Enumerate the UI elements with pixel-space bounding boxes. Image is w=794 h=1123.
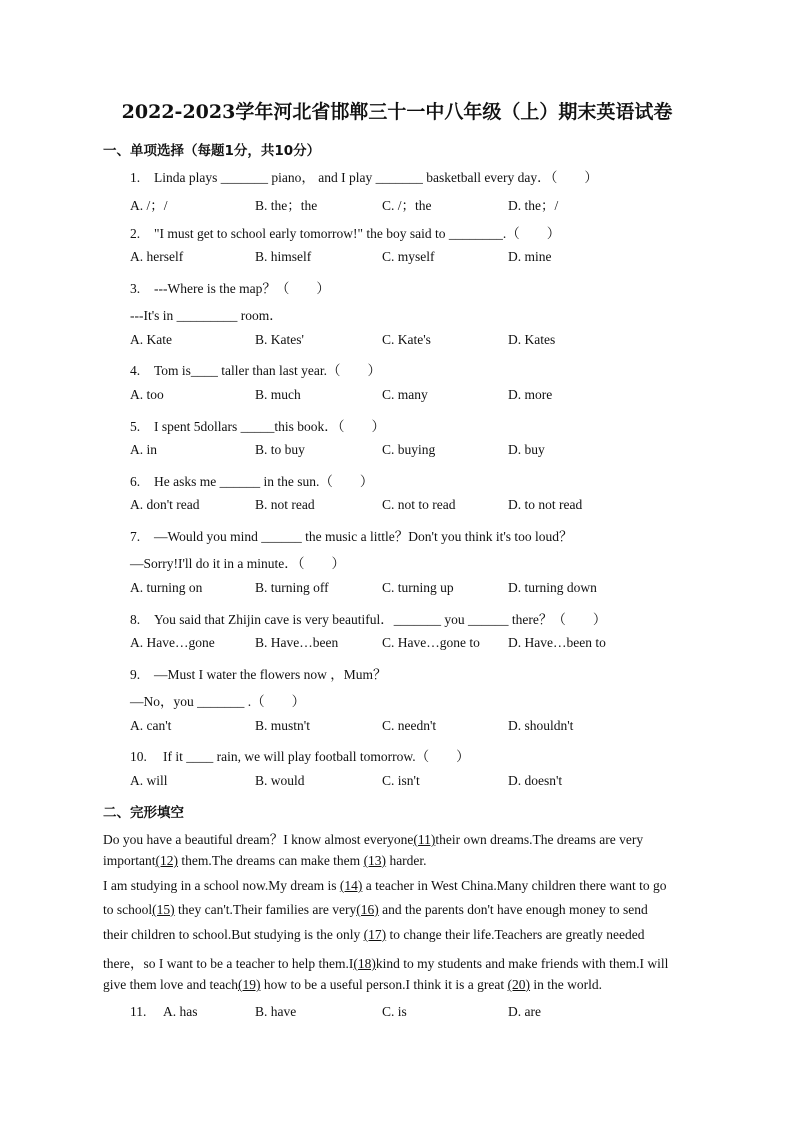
blank-marker[interactable]: (19)	[237, 977, 261, 992]
option-c[interactable]: C. Have…gone to	[382, 635, 480, 650]
section-heading-single-choice: 一、单项选择（每题1分，共10分）	[103, 143, 321, 159]
option-b[interactable]: B. himself	[255, 249, 312, 264]
question-number: 2.	[130, 226, 141, 241]
question-text: You said that Zhijin cave is very beautiful．_______ you ______ there？（ ）	[154, 612, 607, 627]
passage-text: them.The dreams can make them	[178, 853, 364, 868]
option-a[interactable]: A. herself	[130, 249, 184, 264]
passage-text: Do you have a beautiful dream？I know almost everyone	[103, 832, 414, 847]
question-number: 9.	[130, 667, 141, 682]
question-stem	[130, 470, 373, 490]
option-d[interactable]: D. Kates	[508, 332, 556, 347]
options-row	[130, 387, 690, 405]
option-d[interactable]: D. are	[508, 1004, 541, 1019]
passage-text: in the world.	[530, 977, 603, 992]
option-d[interactable]: D. turning down	[508, 580, 597, 595]
question-stem	[130, 222, 560, 242]
passage-line	[103, 828, 693, 848]
question-stem	[130, 277, 330, 297]
question-text: Tom is____ taller than last year.（ ）	[154, 363, 382, 378]
option-d[interactable]: D. shouldn't	[508, 718, 574, 733]
question-text: If it ____ rain, we will play football tomorrow.（ ）	[163, 749, 470, 764]
blank-marker[interactable]: (15)	[152, 902, 175, 917]
option-c[interactable]: C. needn't	[382, 718, 437, 733]
option-b[interactable]: B. the；the	[255, 198, 318, 213]
options-row	[130, 249, 690, 267]
option-a[interactable]: A. will	[130, 773, 168, 788]
option-b[interactable]: B. turning off	[255, 580, 329, 595]
option-b[interactable]: B. Kates'	[255, 332, 304, 347]
options-row	[130, 773, 690, 791]
question-stem	[130, 415, 385, 435]
blank-marker[interactable]: (13)	[363, 853, 387, 868]
question-stem	[130, 166, 598, 186]
option-a[interactable]: A. /；/	[130, 198, 168, 213]
option-c[interactable]: C. not to read	[382, 497, 456, 512]
option-c[interactable]: C. isn't	[382, 773, 420, 788]
blank-marker[interactable]: (20)	[507, 977, 531, 992]
passage-text: their children to school.But studying is the only	[103, 927, 364, 942]
question-text: —Would you mind ______ the music a little？Don't you think it's too loud？	[154, 529, 573, 544]
question-text: "I must get to school early tomorrow!" the boy said to ________.（ ）	[154, 226, 561, 241]
options-row	[130, 635, 690, 653]
blank-marker[interactable]: (14)	[339, 878, 363, 893]
passage-line	[103, 977, 693, 993]
option-a[interactable]: A. Have…gone	[130, 635, 215, 650]
passage-line	[103, 853, 693, 869]
passage-text: harder.	[386, 853, 427, 868]
passage-text: kind to my students and make friends with them.I will	[375, 956, 669, 971]
option-b[interactable]: B. Have…been	[255, 635, 339, 650]
option-d[interactable]: D. doesn't	[508, 773, 563, 788]
section-heading-cloze: 二、完形填空	[103, 805, 184, 821]
question-text: He asks me ______ in the sun.（ ）	[154, 474, 374, 489]
options-row	[130, 718, 690, 736]
option-b[interactable]: B. not read	[255, 497, 315, 512]
option-a[interactable]: A. turning on	[130, 580, 203, 595]
option-a[interactable]: A. Kate	[130, 332, 172, 347]
option-c[interactable]: C. /；the	[382, 198, 432, 213]
option-d[interactable]: D. the；/	[508, 198, 559, 213]
options-row	[130, 580, 690, 598]
question-number: 5.	[130, 419, 141, 434]
passage-text: important	[103, 853, 156, 868]
options-row	[130, 442, 690, 460]
question-stem	[130, 608, 606, 628]
question-number: 6.	[130, 474, 141, 489]
option-b[interactable]: B. mustn't	[255, 718, 310, 733]
option-c[interactable]: C. many	[382, 387, 428, 402]
question-stem	[130, 359, 381, 379]
passage-line	[103, 952, 693, 972]
blank-marker[interactable]: (16)	[356, 902, 379, 917]
question-number: 8.	[130, 612, 141, 627]
option-c[interactable]: C. buying	[382, 442, 436, 457]
option-a[interactable]: A. in	[130, 442, 157, 457]
option-d[interactable]: D. Have…been to	[508, 635, 606, 650]
passage-line	[103, 902, 693, 918]
passage-text: they can't.Their families are very	[174, 902, 357, 917]
option-d[interactable]: D. to not read	[508, 497, 583, 512]
option-d[interactable]: D. buy	[508, 442, 545, 457]
option-c[interactable]: C. turning up	[382, 580, 454, 595]
question-text: —Must I water the flowers now ，Mum？	[154, 667, 387, 682]
question-number: 7.	[130, 529, 141, 544]
option-d[interactable]: D. mine	[508, 249, 552, 264]
option-a[interactable]: A. has	[163, 1004, 198, 1019]
option-b[interactable]: B. would	[255, 773, 305, 788]
options-row	[130, 332, 690, 350]
option-a[interactable]: A. can't	[130, 718, 172, 733]
question-number: 1.	[130, 170, 141, 185]
passage-text: their own dreams.The dreams are very	[435, 832, 644, 847]
passage-text: a teacher in West China.Many children there want to go	[362, 878, 667, 893]
passage-text: how to be a useful person.I think it is a great	[260, 977, 508, 992]
question-text: I spent 5dollars _____this book．（ ）	[154, 419, 385, 434]
question-number: 3.	[130, 281, 141, 296]
passage-line	[103, 927, 693, 943]
option-a[interactable]: A. too	[130, 387, 164, 402]
page-title: 2022-2023学年河北省邯郸三十一中八年级（上）期末英语试卷	[121, 101, 673, 123]
options-row	[130, 497, 690, 515]
passage-text: there，so I want to be a teacher to help them.I	[103, 956, 354, 971]
blank-marker[interactable]: (18)	[353, 956, 376, 971]
option-b[interactable]: B. have	[255, 1004, 297, 1019]
question-stem	[130, 663, 386, 683]
question-number: 10.	[130, 749, 147, 764]
question-continuation: ---It's in _________ room．	[130, 308, 283, 323]
blank-marker[interactable]: (11)	[413, 832, 436, 847]
passage-line	[103, 878, 693, 894]
options-row	[130, 194, 690, 212]
option-c[interactable]: C. myself	[382, 249, 435, 264]
passage-text: and the parents don't have enough money to send	[378, 902, 648, 917]
question-number: 4.	[130, 363, 141, 378]
passage-text: to school	[103, 902, 153, 917]
blank-marker[interactable]: (17)	[363, 927, 387, 942]
question-text: ---Where is the map？（ ）	[154, 281, 330, 296]
option-d[interactable]: D. more	[508, 387, 553, 402]
question-number: 11.	[130, 1004, 147, 1019]
option-c[interactable]: C. is	[382, 1004, 407, 1019]
option-b[interactable]: B. much	[255, 387, 301, 402]
option-a[interactable]: A. don't read	[130, 497, 200, 512]
options-row	[130, 1004, 690, 1022]
passage-text: give them love and teach	[103, 977, 238, 992]
passage-text: I am studying in a school now.My dream is	[103, 878, 340, 893]
question-stem	[130, 745, 470, 765]
option-b[interactable]: B. to buy	[255, 442, 305, 457]
question-text: Linda plays _______ piano， and I play _______ basketball every day．（ ）	[154, 170, 598, 185]
question-stem	[130, 525, 573, 545]
passage-text: to change their life.Teachers are greatly needed	[386, 927, 645, 942]
blank-marker[interactable]: (12)	[155, 853, 178, 868]
question-continuation: —Sorry!I'll do it in a minute．（ ）	[130, 556, 346, 571]
option-c[interactable]: C. Kate's	[382, 332, 431, 347]
question-continuation: —No，you _______ .（ ）	[130, 694, 306, 709]
